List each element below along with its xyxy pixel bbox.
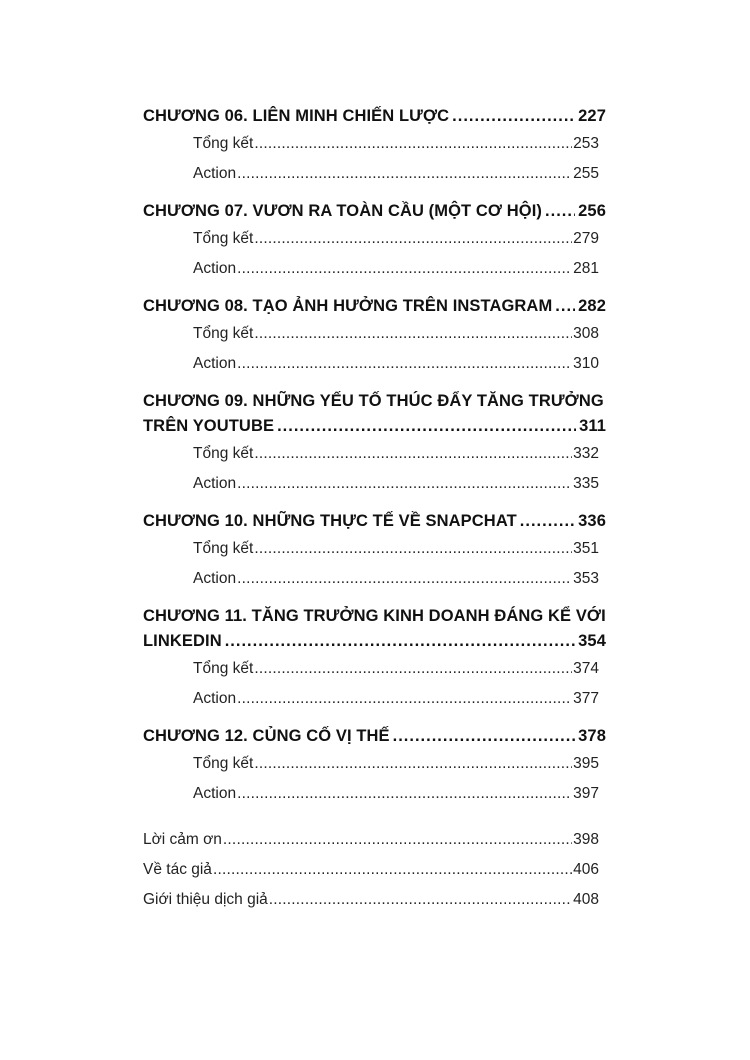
chapter-title-line: CHƯƠNG 07. VƯƠN RA TOÀN CẦU (MỘT CƠ HỘI) xyxy=(143,202,543,220)
end-matter-page-number: 398 xyxy=(573,831,599,848)
subentry-label: Action xyxy=(193,570,237,587)
toc-subentry[interactable] xyxy=(143,439,599,469)
subentry-label: Action xyxy=(193,690,237,707)
toc-subentry[interactable] xyxy=(143,684,599,714)
chapter-page-number: 311 xyxy=(579,417,606,435)
toc-subentry[interactable] xyxy=(143,534,599,564)
chapter-title-line: LINKEDIN xyxy=(143,632,222,650)
dot-leader xyxy=(225,629,575,654)
subentry-label: Tổng kết xyxy=(193,445,254,462)
subentry-page-number: 279 xyxy=(573,230,599,247)
subentry-page-number: 377 xyxy=(573,690,599,707)
subentry-page-number: 308 xyxy=(573,325,599,342)
dot-leader xyxy=(269,885,572,915)
toc-subentry[interactable] xyxy=(143,349,599,379)
subentry-label: Tổng kết xyxy=(193,325,254,342)
dot-leader xyxy=(237,779,572,809)
chapter-title-line: CHƯƠNG 10. NHỮNG THỰC TẾ VỀ SNAPCHAT xyxy=(143,512,517,530)
dot-leader xyxy=(452,104,575,129)
end-matter-label: Lời cảm ơn xyxy=(143,831,222,848)
chapter-heading xyxy=(143,199,606,224)
chapter-page-number: 256 xyxy=(578,202,606,220)
subentry-label: Action xyxy=(193,260,237,277)
toc-subentry[interactable] xyxy=(143,129,599,159)
chapter-page-number: 336 xyxy=(578,512,606,530)
subentry-page-number: 335 xyxy=(573,475,599,492)
chapter-heading xyxy=(143,604,606,654)
dot-leader xyxy=(254,654,572,684)
subentry-label: Action xyxy=(193,355,237,372)
dot-leader xyxy=(254,129,572,159)
chapter-entry xyxy=(143,104,606,189)
subentry-label: Action xyxy=(193,165,237,182)
chapter-page-number: 378 xyxy=(578,727,606,745)
chapter-title-line: CHƯƠNG 11. TĂNG TRƯỞNG KINH DOANH ĐÁNG KỂ VỚI xyxy=(143,607,606,625)
chapter-title-row[interactable] xyxy=(143,104,606,129)
dot-leader xyxy=(254,534,572,564)
chapter-title-row[interactable] xyxy=(143,629,606,654)
toc-subentry[interactable] xyxy=(143,654,599,684)
subentry-page-number: 255 xyxy=(573,165,599,182)
dot-leader xyxy=(237,469,572,499)
subentry-page-number: 397 xyxy=(573,785,599,802)
end-matter-page-number: 406 xyxy=(573,861,599,878)
subentry-page-number: 374 xyxy=(573,660,599,677)
subentry-label: Tổng kết xyxy=(193,755,254,772)
toc-subentry[interactable] xyxy=(143,564,599,594)
chapter-title-row[interactable] xyxy=(143,199,606,224)
chapter-title-line: CHƯƠNG 06. LIÊN MINH CHIẾN LƯỢC xyxy=(143,107,450,125)
table-of-contents xyxy=(143,104,606,915)
chapter-page-number: 227 xyxy=(578,107,606,125)
dot-leader xyxy=(237,349,572,379)
subentry-label: Tổng kết xyxy=(193,660,254,677)
subentry-label: Action xyxy=(193,785,237,802)
end-matter-entry[interactable] xyxy=(143,825,599,855)
subentry-label: Tổng kết xyxy=(193,540,254,557)
dot-leader xyxy=(237,254,572,284)
chapter-title-row[interactable] xyxy=(143,724,606,749)
toc-subentry[interactable] xyxy=(143,749,599,779)
dot-leader xyxy=(254,224,572,254)
end-matter xyxy=(143,825,606,915)
chapter-title-row[interactable] xyxy=(143,509,606,534)
toc-subentry[interactable] xyxy=(143,319,599,349)
chapter-page-number: 282 xyxy=(578,297,606,315)
chapter-heading xyxy=(143,104,606,129)
toc-subentry[interactable] xyxy=(143,159,599,189)
subentry-page-number: 310 xyxy=(573,355,599,372)
subentry-page-number: 353 xyxy=(573,570,599,587)
chapter-entry xyxy=(143,294,606,379)
dot-leader xyxy=(277,414,576,439)
dot-leader xyxy=(393,724,576,749)
subentry-page-number: 351 xyxy=(573,540,599,557)
chapter-page-number: 354 xyxy=(578,632,606,650)
end-matter-page-number: 408 xyxy=(573,891,599,908)
chapter-heading xyxy=(143,509,606,534)
subentry-label: Tổng kết xyxy=(193,230,254,247)
end-matter-label: Giới thiệu dịch giả xyxy=(143,891,268,908)
chapter-title-line: CHƯƠNG 12. CỦNG CỐ VỊ THẾ xyxy=(143,727,390,745)
subentry-label: Tổng kết xyxy=(193,135,254,152)
dot-leader xyxy=(223,825,572,855)
dot-leader xyxy=(254,319,572,349)
subentry-page-number: 395 xyxy=(573,755,599,772)
chapter-entry xyxy=(143,604,606,714)
subentry-page-number: 253 xyxy=(573,135,599,152)
subentry-page-number: 281 xyxy=(573,260,599,277)
end-matter-entry[interactable] xyxy=(143,885,599,915)
chapter-entry xyxy=(143,389,606,499)
dot-leader xyxy=(520,509,575,534)
toc-subentry[interactable] xyxy=(143,469,599,499)
dot-leader xyxy=(254,439,572,469)
dot-leader xyxy=(254,749,572,779)
chapter-entry xyxy=(143,199,606,284)
chapter-title-line: CHƯƠNG 08. TẠO ẢNH HƯỞNG TRÊN INSTAGRAM xyxy=(143,297,553,315)
toc-subentry[interactable] xyxy=(143,224,599,254)
end-matter-entry[interactable] xyxy=(143,855,599,885)
dot-leader xyxy=(237,564,572,594)
subentry-page-number: 332 xyxy=(573,445,599,462)
end-matter-label: Về tác giả xyxy=(143,861,212,878)
chapter-title-line: TRÊN YOUTUBE xyxy=(143,417,275,435)
chapter-heading xyxy=(143,389,606,439)
toc-subentry[interactable] xyxy=(143,254,599,284)
subentry-label: Action xyxy=(193,475,237,492)
dot-leader xyxy=(545,199,575,224)
chapter-title-row[interactable] xyxy=(143,414,606,439)
chapter-entry xyxy=(143,724,606,809)
chapter-heading xyxy=(143,724,606,749)
dot-leader xyxy=(237,159,572,189)
dot-leader xyxy=(555,294,575,319)
dot-leader xyxy=(213,855,572,885)
dot-leader xyxy=(237,684,572,714)
chapter-heading xyxy=(143,294,606,319)
chapter-entry xyxy=(143,509,606,594)
chapter-title-line: CHƯƠNG 09. NHỮNG YẾU TỐ THÚC ĐẨY TĂNG TRƯỞNG xyxy=(143,392,604,410)
toc-subentry[interactable] xyxy=(143,779,599,809)
chapter-title-row[interactable] xyxy=(143,294,606,319)
